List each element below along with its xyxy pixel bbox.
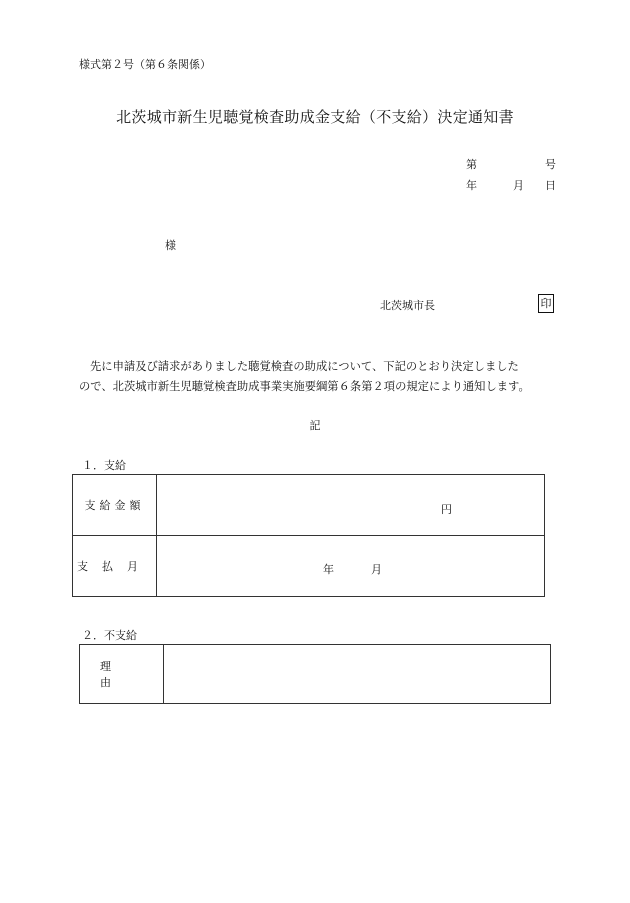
document-number-block [466, 156, 556, 198]
document-number-row [466, 156, 556, 177]
pay-month-value-cell [157, 536, 545, 597]
body-line-2: ので、北茨城市新生児聴覚検査助成事業実施要綱第６条第２項の規定により通知します。 [79, 380, 530, 393]
amount-value-cell [157, 475, 545, 536]
section1-heading: １．支給 [82, 459, 126, 472]
pay-year-unit: 年 [323, 563, 334, 576]
seal-mark: 印 [538, 294, 554, 313]
year-label: 年 [466, 179, 477, 192]
document-title: 北茨城市新生児聴覚検査助成金支給（不支給）決定通知書 [116, 108, 514, 126]
pay-month-unit: 月 [371, 563, 382, 576]
pay-month-row [73, 536, 545, 597]
reason-label-cell [80, 645, 164, 704]
non-payment-table [79, 644, 551, 704]
reason-row [80, 645, 551, 704]
addressee-suffix: 様 [165, 239, 176, 252]
ki-heading: 記 [309, 419, 321, 432]
reason-value-cell [164, 645, 551, 704]
amount-label-cell [73, 475, 157, 536]
body-text [79, 357, 559, 397]
go-label: 号 [545, 158, 556, 171]
sender-name: 北茨城市長 [380, 299, 435, 312]
amount-unit: 円 [441, 503, 452, 516]
payment-table [72, 474, 545, 597]
month-label: 月 [513, 179, 524, 192]
pay-month-label: 支払月 [77, 560, 152, 573]
date-row [466, 177, 556, 198]
body-line-1: 先に申請及び請求がありました聴覚検査の助成について、下記のとおり決定しました [90, 360, 519, 373]
pay-month-label-cell [73, 536, 157, 597]
dai-label: 第 [466, 158, 477, 171]
day-label: 日 [545, 179, 556, 192]
reason-label: 理由 [100, 660, 143, 689]
form-number: 様式第２号（第６条関係） [79, 58, 211, 71]
amount-label: 支給金額 [84, 499, 145, 512]
section2-heading: ２．不支給 [82, 629, 137, 642]
amount-row [73, 475, 545, 536]
